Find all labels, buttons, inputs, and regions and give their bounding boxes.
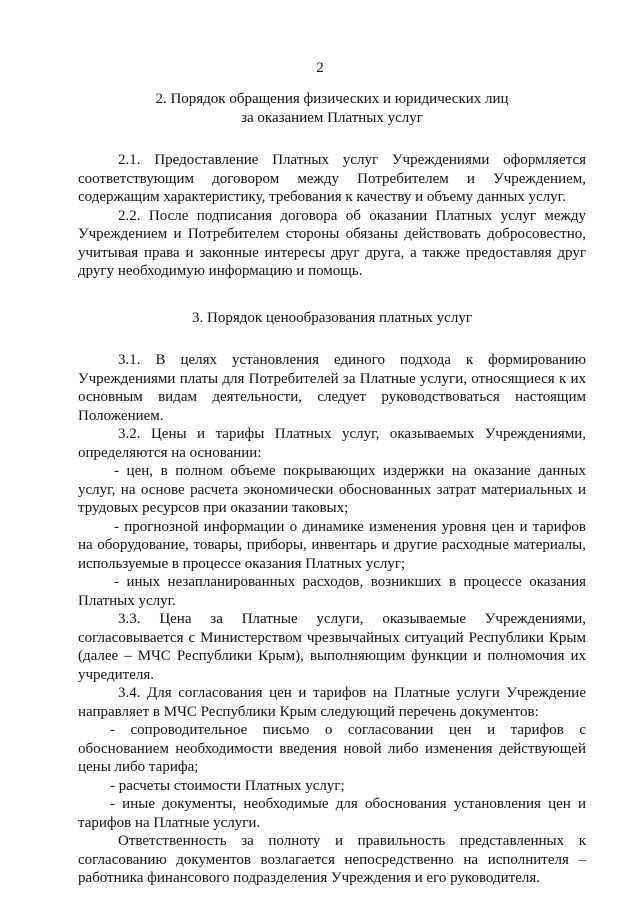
section-3-title: 3. Порядок ценообразования платных услуг	[192, 309, 472, 326]
list-item: - расчеты стоимости Платных услуг;	[110, 777, 345, 794]
paragraph-2-1: 2.1. Предоставление Платных услуг Учреждениями оформляется соответствующим договором между Потребителем и Учреждением, содержащим характеристику, требования к качеству и объему данных услуг.	[78, 152, 586, 205]
list-item: - иные документы, необходимые для обоснования установления цен и тарифов на Платные услуги.	[78, 796, 586, 831]
paragraph-3-3: 3.3. Цена за Платные услуги, оказываемые Учреждениями, согласовывается с Министерством чрезвычайных ситуаций Республики Крым (далее – МЧС Республики Крым), выполняющим функции и полномочия их учредителя.	[78, 611, 586, 683]
document-body	[78, 90, 586, 888]
section-2-title-line-2: за оказанием Платных услуг	[241, 109, 423, 126]
section-2-title-line-1: 2. Порядок обращения физических и юридических лиц	[155, 91, 509, 107]
paragraph-2-2: 2.2. После подписания договора об оказании Платных услуг между Учреждением и Потребителем стороны обязаны действовать добросовестно, учитывая права и законные интересы друг друга, а также предоставляя друг другу необходимую информацию и помощь.	[78, 207, 586, 279]
list-item: - цен, в полном объеме покрывающих издержки на оказание данных услуг, на основе расчета экономически обоснованных затрат материальных и трудовых ресурсов при оказании таковых;	[78, 463, 586, 516]
list-item: - иных незапланированных расходов, возникших в процессе оказания Платных услуг.	[78, 574, 586, 609]
paragraph-3-2: 3.2. Цены и тарифы Платных услуг, оказываемых Учреждениями, определяются на основании:	[78, 426, 586, 461]
list-item: - сопроводительное письмо о согласовании цен и тарифов с обоснованием необходимости введения новой либо изменения действующей цены либо тарифа;	[78, 722, 586, 775]
list-item: - прогнозной информации о динамике изменения уровня цен и тарифов на оборудование, товары, приборы, инвентарь и другие расходные материалы, используемые в процессе оказания Платных услуг;	[78, 518, 586, 572]
page-number: 2	[316, 60, 324, 76]
paragraph-3-1: 3.1. В целях установления единого подхода к формированию Учреждениями платы для Потребителей за Платные услуги, относящиеся к их основным видам деятельности, следует руководствоваться настоящим Положением.	[78, 352, 586, 424]
paragraph-responsibility: Ответственность за полноту и правильность представленных к согласованию документов возлагается непосредственно на исполнителя – работника финансового подразделения Учреждения и его руководителя.	[78, 833, 586, 886]
paragraph-3-4: 3.4. Для согласования цен и тарифов на Платные услуги Учреждение направляет в МЧС Республики Крым следующий перечень документов:	[78, 685, 586, 720]
